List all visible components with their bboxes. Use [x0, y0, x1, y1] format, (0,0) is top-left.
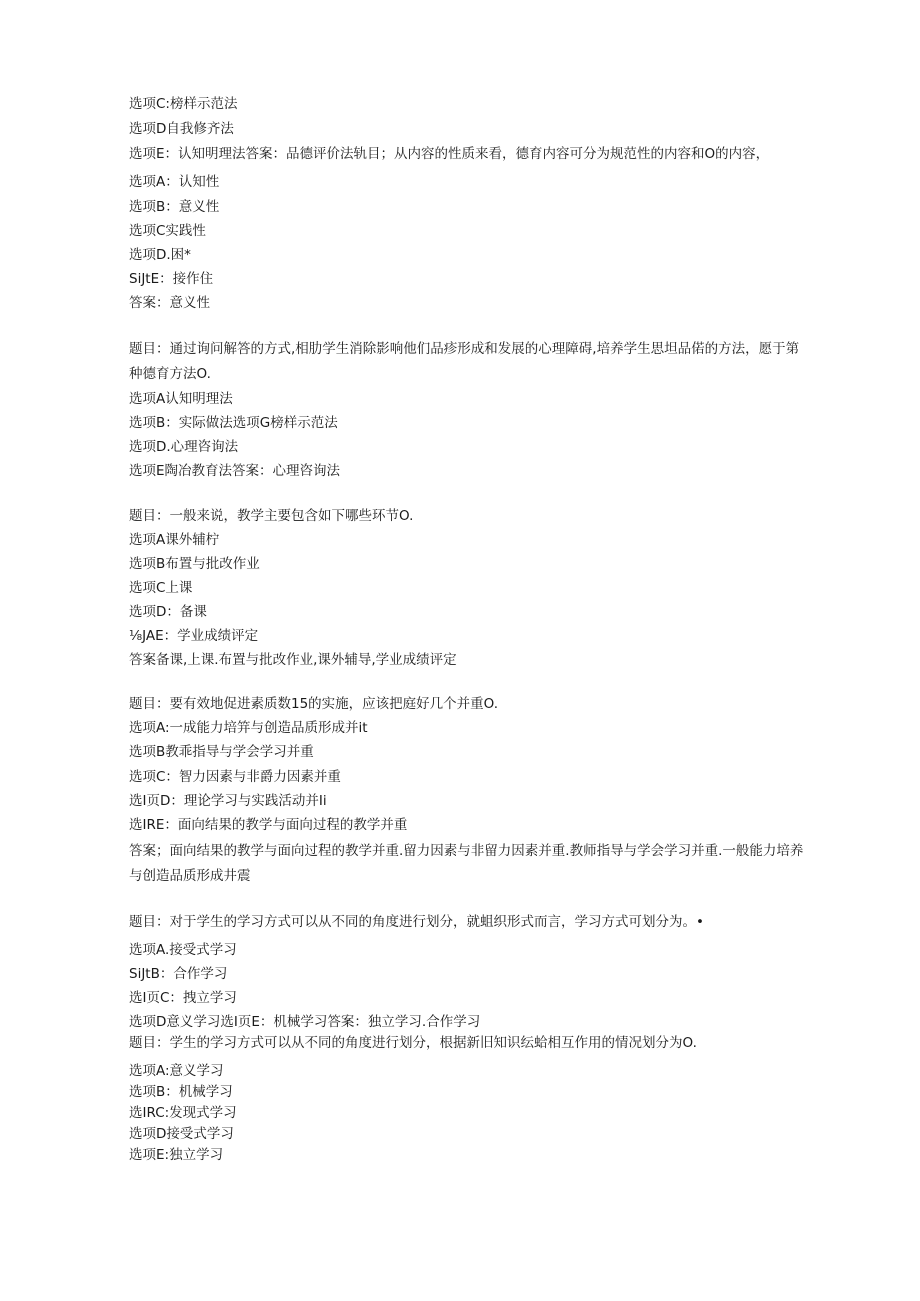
option-line: 选项B：机械学习: [129, 1084, 233, 1100]
question-line: 题目：对于学生的学习方式可以从不同的角度进行划分，就蛆织形式而言，学习方式可划分为。•: [129, 914, 704, 930]
option-line: 选项B：实际做法选项G榜样示范法: [129, 415, 338, 431]
option-line: 选项D.心理咨询法: [129, 439, 239, 455]
option-line: 选IRE：面向结果的教学与面向过程的教学并重: [129, 817, 408, 833]
option-line: 选项A：认知性: [129, 174, 220, 190]
question-line: 题目：要有效地促进素质数15的实施，应该把庭好几个并重O.: [129, 696, 499, 712]
answer-line: 答案备课,上课.布置与批改作业,课外辅导,学业成绩评定: [129, 652, 457, 668]
option-answer-line: 选项E陶冶教育法答案：心理咨询法: [129, 463, 341, 479]
question-line: 题目：通过询问解答的方式,相肋学生消除影响他们品疹形成和发展的心理障碍,培养学生思坦品偌的方法，愿于第种德育方法O.: [129, 341, 800, 382]
option-line: 选项C:榜样示范法: [129, 96, 238, 112]
answer-line: 答案：意义性: [129, 295, 210, 311]
option-answer-line: 选项D意义学习选I页E：机械学习答案：独立学习.合作学习: [129, 1014, 481, 1030]
option-line: 选I页C：拽立学习: [129, 990, 237, 1006]
option-line: 选项C上课: [129, 580, 193, 596]
option-line: 选项E:独立学习: [129, 1147, 224, 1163]
option-answer-line: 选项E：认知明理法答案：品德评价法轨目；从内容的性质来看，德育内容可分为规范性的内容和O的内容，: [129, 146, 770, 162]
option-line: 选项A:一成能力培笄与创造品质形成并it: [129, 720, 368, 736]
option-line: 选项C实践性: [129, 223, 206, 239]
option-line: 选项D接受式学习: [129, 1126, 234, 1142]
option-line: 选项D：备课: [129, 604, 207, 620]
option-line: 选项A认知明理法: [129, 391, 233, 407]
option-line: 选项A.接受式学习: [129, 942, 237, 958]
question-line: 题目：学生的学习方式可以从不同的角度进行划分，根据新旧知识纭蛤相互作用的情况划分为O.: [129, 1035, 697, 1051]
option-line: 选项B布置与批改作业: [129, 556, 260, 572]
question-line: 题目：一般来说，教学主要包含如下哪些环节O.: [129, 508, 414, 524]
option-line: ⅛JAE：学业成绩评定: [129, 628, 259, 644]
option-line: 选项A:意义学习: [129, 1063, 224, 1079]
option-line: 选I页D：理论学习与实践活动并Ii: [129, 793, 327, 809]
option-line: SiJtE：接作住: [129, 271, 214, 287]
option-line: 选项A课外辅柠: [129, 532, 220, 548]
option-line: 选项D.困*: [129, 247, 191, 263]
option-line: 选项D自我修齐法: [129, 121, 234, 137]
option-line: 选项B：意义性: [129, 199, 220, 215]
option-line: 选IRC:发现式学习: [129, 1105, 237, 1121]
option-line: 选项C：智力因素与非爵力因素并重: [129, 769, 341, 785]
option-line: SiJtB：合作学习: [129, 966, 228, 982]
option-line: 选项B教乖指导与学会学习并重: [129, 744, 314, 760]
answer-line: 答案；面向结果的教学与面向过程的教学并重.留力因素与非留力因素并重.教师指导与学会学习并重.一般能力培养与创造品质形成井震: [129, 843, 804, 884]
